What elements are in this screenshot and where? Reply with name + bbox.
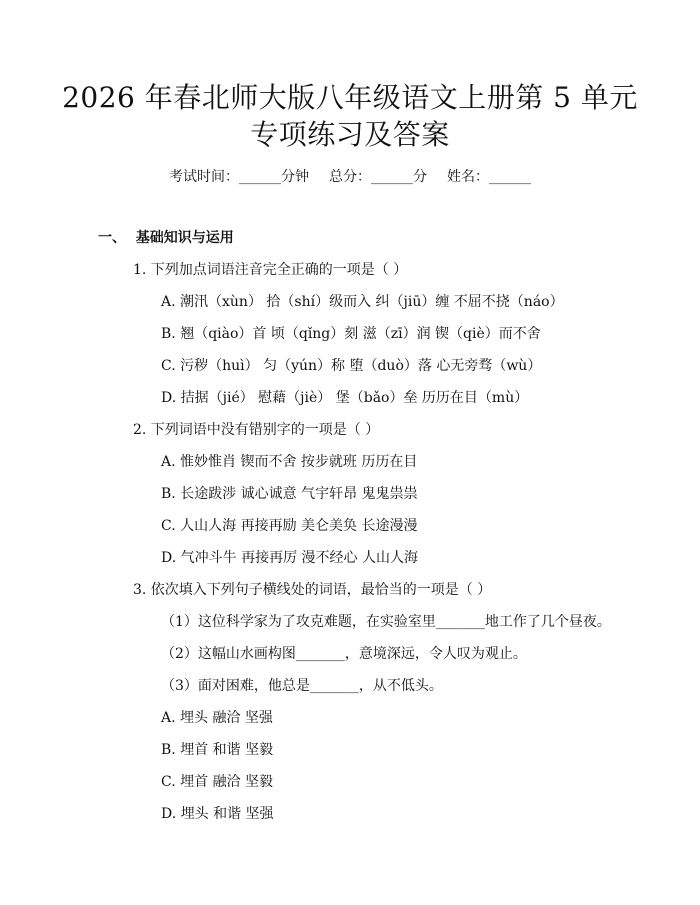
question-1-option-c: C. 污秽（huì） 匀（yún）称 堕（duò）落 心无旁骛（wù）	[161, 358, 542, 374]
question-2-option-b: B. 长途跋涉 诚心诚意 气宇轩昂 鬼鬼祟祟	[161, 486, 418, 502]
question-3-sentence-2: （2）这幅山水画构图_______，意境深远，令人叹为观止。	[161, 646, 527, 662]
exam-name: 姓名：______	[447, 169, 531, 185]
question-3-option-a: A. 埋头 融洽 坚强	[161, 710, 273, 726]
document-title-line-2: 专项练习及答案	[250, 118, 450, 151]
exam-time: 考试时间：______分钟	[169, 169, 309, 185]
exam-score: 总分：______分	[329, 169, 427, 185]
question-3-stem: 3. 依次填入下列句子横线处的词语，最恰当的一项是（ ）	[133, 582, 492, 598]
question-2-option-c: C. 人山人海 再接再励 美仑美奂 长途漫漫	[161, 518, 418, 534]
question-2-stem: 2. 下列词语中没有错别字的一项是（ ）	[133, 422, 380, 438]
document-title-line-1: 2026 年春北师大版八年级语文上册第 5 单元	[62, 81, 638, 114]
question-3-option-d: D. 埋头 和谐 坚强	[161, 806, 274, 822]
question-3-option-c: C. 埋首 融洽 坚毅	[161, 774, 274, 790]
question-1-option-b: B. 翘（qiào）首 顷（qǐng）刻 滋（zī）润 锲（qiè）而不舍	[161, 326, 541, 342]
question-1-option-d: D. 拮据（jié） 慰藉（jiè） 堡（bǎo）垒 历历在目（mù）	[161, 390, 529, 406]
question-3-sentence-1: （1）这位科学家为了攻克难题，在实验室里_______地工作了几个昼夜。	[161, 614, 611, 630]
question-1-stem: 1. 下列加点词语注音完全正确的一项是（ ）	[133, 262, 408, 278]
question-1-option-a: A. 潮汛（xùn） 拾（shí）级而入 纠（jiū）缠 不屈不挠（náo）	[161, 294, 564, 310]
question-3-sentence-3: （3）面对困难，他总是_______，从不低头。	[161, 678, 443, 694]
question-3-option-b: B. 埋首 和谐 坚毅	[161, 742, 274, 758]
question-2-option-d: D. 气冲斗牛 再接再厉 漫不经心 人山人海	[161, 550, 418, 566]
section-title: 一、 基础知识与运用	[98, 230, 234, 246]
question-2-option-a: A. 惟妙惟肖 锲而不舍 按步就班 历历在目	[161, 454, 418, 470]
exam-info	[0, 167, 700, 187]
